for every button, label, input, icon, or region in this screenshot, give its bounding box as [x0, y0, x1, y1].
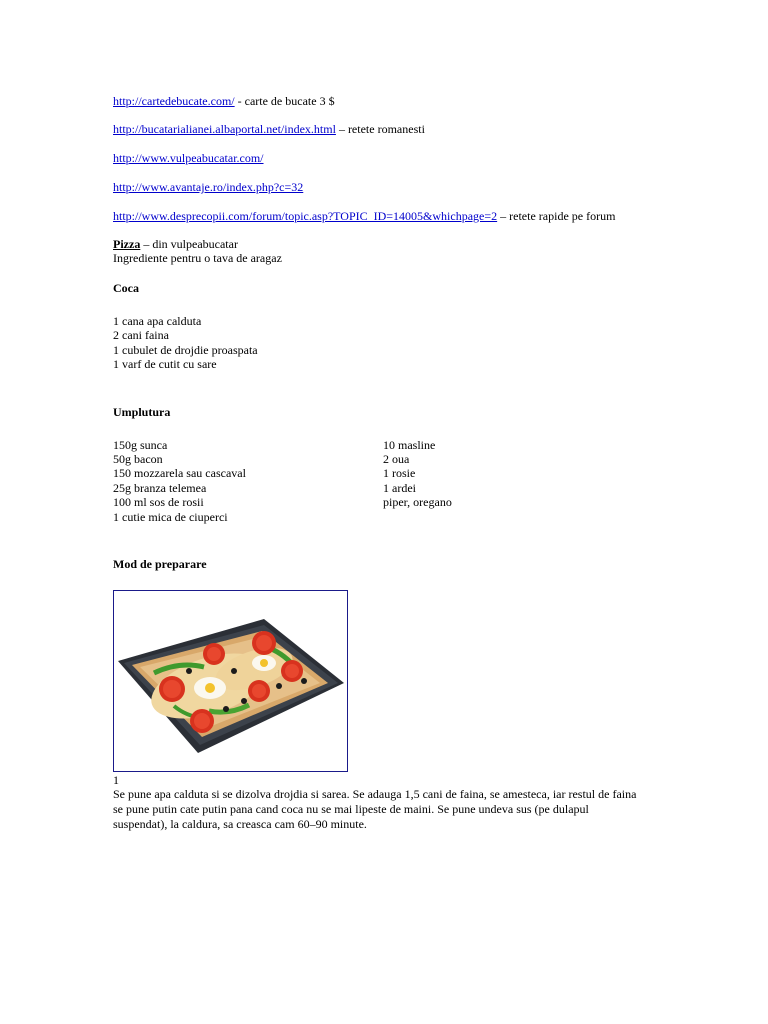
step-number: 1: [113, 773, 119, 787]
umplutura-heading: Umplutura: [113, 405, 171, 419]
link-row-2: [113, 122, 425, 136]
umplutura-item-left: 25g branza telemea: [113, 481, 207, 495]
link-desprecopii[interactable]: http://www.desprecopii.com/forum/topic.asp?TOPIC_ID=14005&whichpage=2: [113, 209, 498, 223]
umplutura-item-left: 150g sunca: [113, 438, 168, 452]
umplutura-item-right: 1 ardei: [383, 481, 416, 495]
link-note-1: - carte de bucate 3 $: [234, 94, 335, 108]
coca-item: 1 cana apa calduta: [113, 314, 202, 328]
umplutura-item-right: 2 oua: [383, 452, 410, 466]
coca-heading: Coca: [113, 281, 139, 295]
link-row-5: [113, 209, 615, 223]
umplutura-item-left: 150 mozzarela sau cascaval: [113, 466, 246, 480]
link-note-2: – retete romanesti: [335, 122, 425, 136]
link-row-4: [113, 180, 303, 194]
umplutura-item-left: 100 ml sos de rosii: [113, 495, 204, 509]
recipe-intro: Ingrediente pentru o tava de aragaz: [113, 251, 282, 265]
umplutura-item-left: 1 cutie mica de ciuperci: [113, 510, 228, 524]
recipe-source: – din vulpeabucatar: [140, 237, 238, 251]
link-vulpeabucatar[interactable]: http://www.vulpeabucatar.com/: [113, 151, 264, 165]
umplutura-item-right: 1 rosie: [383, 466, 416, 480]
umplutura-item-right: 10 masline: [383, 438, 436, 452]
coca-item: 1 varf de cutit cu sare: [113, 357, 217, 371]
link-row-1: [113, 94, 335, 108]
link-cartedebucate[interactable]: http://cartedebucate.com/: [113, 94, 235, 108]
recipe-title: Pizza: [113, 237, 141, 251]
preparare-heading: Mod de preparare: [113, 557, 207, 571]
umplutura-item-right: piper, oregano: [383, 495, 452, 509]
coca-item: 2 cani faina: [113, 328, 169, 342]
coca-item: 1 cubulet de drojdie proaspata: [113, 343, 258, 357]
link-bucatarialianei[interactable]: http://bucatarialianei.albaportal.net/index.html: [113, 122, 336, 136]
link-row-3: [113, 151, 264, 165]
link-avantaje[interactable]: http://www.avantaje.ro/index.php?c=32: [113, 180, 304, 194]
umplutura-item-left: 50g bacon: [113, 452, 163, 466]
link-note-5: – retete rapide pe forum: [497, 209, 616, 223]
step-text: Se pune apa calduta si se dizolva drojdia si sarea. Se adauga 1,5 cani de faina, se amesteca, iar restul de faina se pune putin cate putin pana cand coca nu se mai lipeste de maini. Se pune undeva sus (pe dulapul suspendat), la caldura, sa creasca cam 60–90 minute.: [113, 787, 637, 831]
recipe-title-row: [113, 237, 238, 251]
pizza-tray-image: [114, 591, 347, 771]
pizza-photo: [113, 590, 348, 772]
